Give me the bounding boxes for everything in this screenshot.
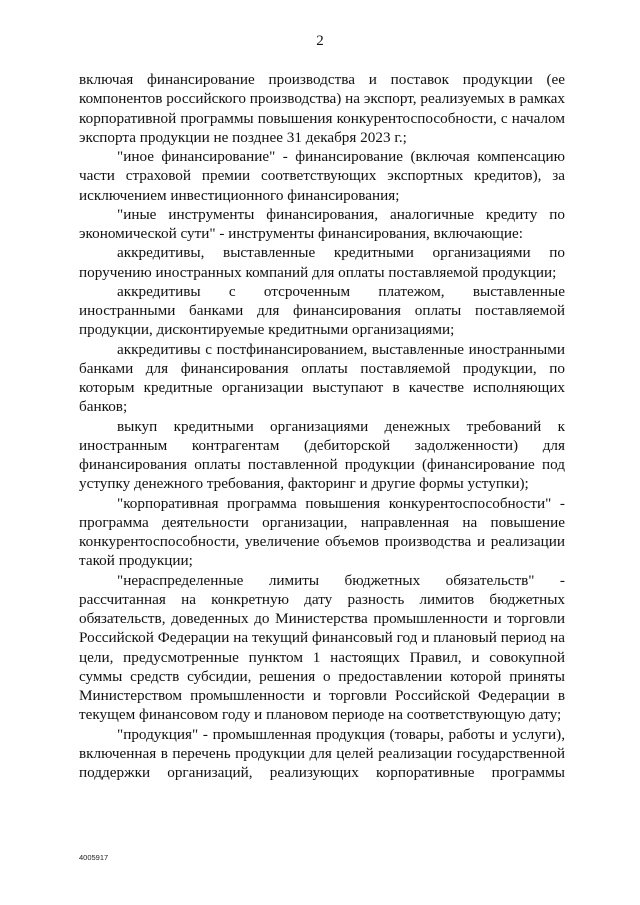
paragraph: "нераспределенные лимиты бюджетных обязательств" - рассчитанная на конкретную дату разность лимитов бюджетных обязательств, доведенных до Министерства промышленности и торговли Российской Федерации на текущий финансовый год и плановый период на цели, предусмотренные пунктом 1 настоящих Правил, и совокупной суммы средств субсидии, решения о предоставлении которой приняты Министерством промышленности и торговли Российской Федерации в текущем финансовом году и плановом периоде на соответствующую дату; [79, 571, 565, 724]
paragraph: аккредитивы, выставленные кредитными организациями по поручению иностранных компаний для оплаты поставляемой продукции; [79, 244, 565, 281]
paragraph: "иное финансирование" - финансирование (включая компенсацию части страховой премии соответствующих экспортных кредитов), за исключением инвестиционного финансирования; [79, 148, 565, 204]
paragraph: "продукция" - промышленная продукция (товары, работы и услуги), включенная в перечень продукции для целей реализации государственной поддержки организаций, реализующих корпоративные программы [79, 725, 565, 781]
document-code: 4005917 [79, 853, 109, 862]
document-body [79, 70, 565, 782]
paragraph: "корпоративная программа повышения конкурентоспособности" - программа деятельности организации, направленная на повышение конкурентоспособности, увеличение объемов производства и реализации такой продукции; [79, 494, 565, 570]
page-number: 2 [316, 33, 324, 49]
paragraph: выкуп кредитными организациями денежных требований к иностранным контрагентам (дебиторской задолженности) для финансирования оплаты поставленной продукции (финансирование под уступку денежного требования, факторинг и другие формы уступки); [79, 417, 565, 493]
paragraph: аккредитивы с постфинансированием, выставленные иностранными банками для финансирования оплаты поставляемой продукции, по которым кредитные организации выступают в качестве исполняющих банков; [79, 340, 565, 416]
paragraph: "иные инструменты финансирования, аналогичные кредиту по экономической сути" - инструменты финансирования, включающие: [79, 205, 565, 242]
paragraph: включая финансирование производства и поставок продукции (ее компонентов российского производства) на экспорт, реализуемых в рамках корпоративной программы повышения конкурентоспособности, с началом экспорта продукции не позднее 31 декабря 2023 г.; [79, 71, 565, 146]
paragraph: аккредитивы с отсроченным платежом, выставленные иностранными банками для финансирования оплаты поставляемой продукции, дисконтируемые кредитными организациями; [79, 282, 565, 339]
